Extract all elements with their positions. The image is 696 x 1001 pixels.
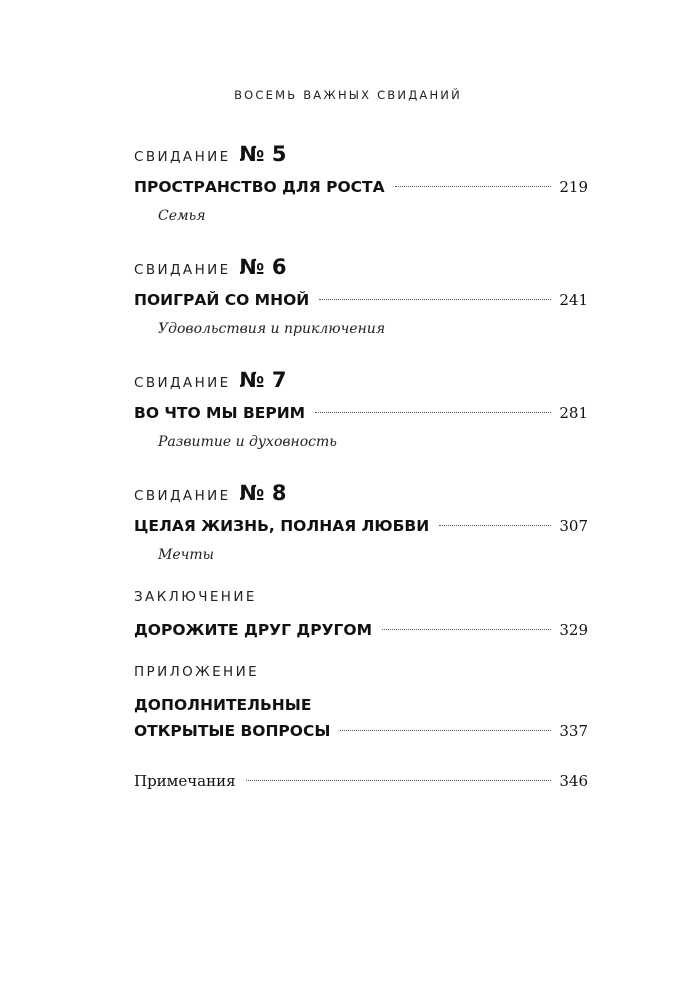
section-label [134, 142, 588, 166]
section-label-text: СВИДАНИЕ [134, 149, 231, 165]
toc-section-date-7 [134, 368, 588, 452]
toc-section-date-6 [134, 255, 588, 339]
toc-entry-title: ЦЕЛАЯ ЖИЗНЬ, ПОЛНАЯ ЛЮБВИ [134, 517, 430, 535]
section-label [134, 368, 588, 392]
dot-leader [395, 186, 552, 187]
toc-entry-title-line-2: ОТКРЫТЫЕ ВОПРОСЫ [134, 722, 331, 740]
dot-leader [246, 780, 552, 781]
toc-entry-title: Примечания [134, 772, 236, 790]
toc-entry-page: 219 [559, 178, 588, 196]
dot-leader [315, 412, 551, 413]
toc-entry-title: ВО ЧТО МЫ ВЕРИМ [134, 404, 306, 422]
toc-entry[interactable] [134, 617, 588, 643]
toc-entry-page: 281 [559, 404, 588, 422]
toc-section-date-8 [134, 481, 588, 565]
toc-entry-title: ПОИГРАЙ СО МНОЙ [134, 291, 310, 309]
section-label [134, 481, 588, 505]
toc-entry-title: ДОРОЖИТЕ ДРУГ ДРУГОМ [134, 621, 373, 639]
running-head: ВОСЕМЬ ВАЖНЫХ СВИДАНИЙ [234, 88, 462, 102]
section-label-text: СВИДАНИЕ [134, 262, 231, 278]
section-number: № 5 [239, 142, 287, 166]
toc-entry-page: 346 [559, 772, 588, 790]
toc-entry[interactable] [134, 287, 588, 313]
toc-section-appendix [134, 660, 588, 744]
toc-section-conclusion [134, 585, 588, 643]
toc-section-notes [134, 760, 588, 794]
dot-leader [340, 730, 551, 731]
toc-entry-page: 337 [559, 722, 588, 740]
toc-entry-subtitle: Мечты [158, 547, 215, 563]
section-label: ЗАКЛЮЧЕНИЕ [134, 589, 257, 605]
toc-entry-page: 307 [559, 517, 588, 535]
section-label-text: СВИДАНИЕ [134, 488, 231, 504]
toc-entry[interactable] [134, 174, 588, 200]
toc-entry[interactable] [134, 400, 588, 426]
section-label-text: СВИДАНИЕ [134, 375, 231, 391]
section-label: ПРИЛОЖЕНИЕ [134, 664, 260, 680]
dot-leader [319, 299, 551, 300]
section-number: № 6 [239, 255, 287, 279]
dot-leader [439, 525, 551, 526]
toc-entry-title-line-1[interactable]: ДОПОЛНИТЕЛЬНЫЕ [134, 696, 312, 714]
toc-entry[interactable] [134, 768, 588, 794]
dot-leader [382, 629, 551, 630]
toc-entry[interactable] [134, 718, 588, 744]
toc-entry-subtitle: Удовольствия и приключения [158, 321, 386, 337]
toc-entry-page: 241 [559, 291, 588, 309]
toc-entry-title: ПРОСТРАНСТВО ДЛЯ РОСТА [134, 178, 385, 196]
section-number: № 8 [239, 481, 287, 505]
toc-entry-subtitle: Развитие и духовность [158, 434, 337, 450]
section-number: № 7 [239, 368, 287, 392]
toc-entry[interactable] [134, 513, 588, 539]
toc-entry-page: 329 [559, 621, 588, 639]
section-label [134, 255, 588, 279]
toc-section-date-5 [134, 142, 588, 226]
toc-entry-subtitle: Семья [158, 208, 206, 224]
